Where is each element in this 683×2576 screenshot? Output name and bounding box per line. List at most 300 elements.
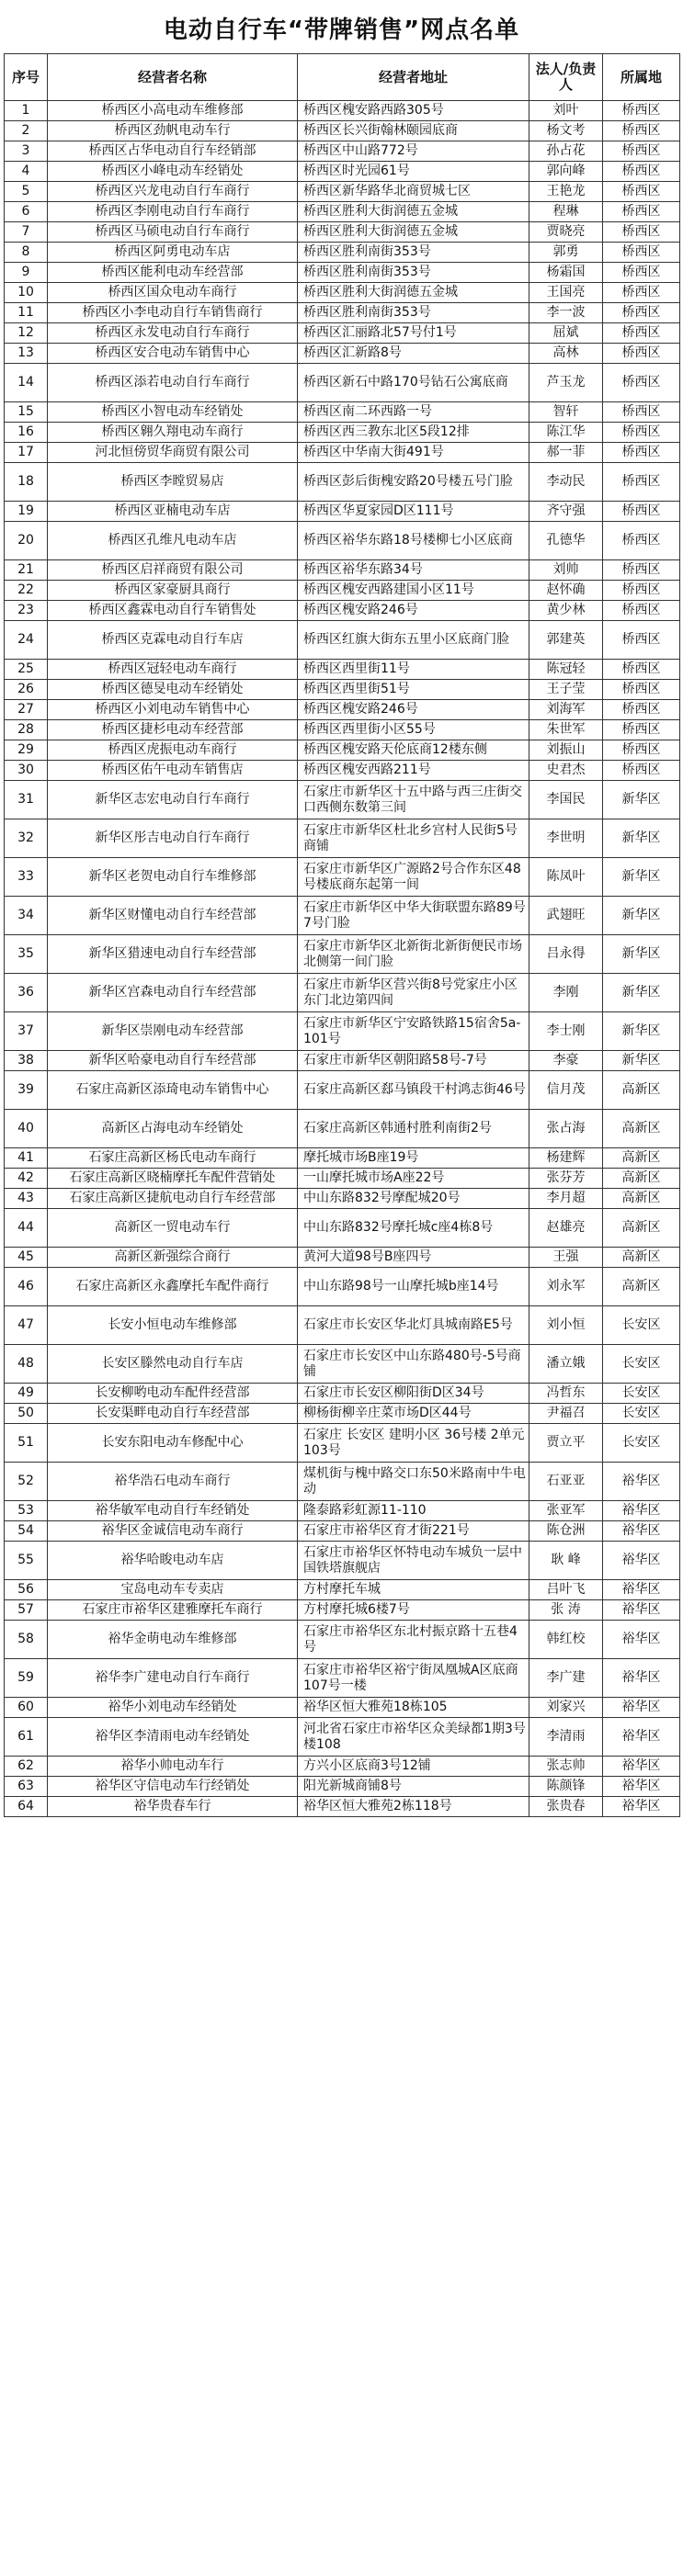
cell-person: 韩红校 <box>529 1621 603 1659</box>
cell-address: 石家庄高新区韩通村胜利南街2号 <box>298 1110 529 1148</box>
table-row <box>5 1148 680 1169</box>
cell-district: 新华区 <box>603 819 680 858</box>
cell-name: 石家庄市裕华区建雅摩托车商行 <box>48 1600 298 1621</box>
cell-district: 桥西区 <box>603 323 680 344</box>
cell-address: 桥西区西三教东北区5段12排 <box>298 423 529 443</box>
cell-person: 朱世军 <box>529 720 603 740</box>
cell-address: 桥西区中华南大街491号 <box>298 443 529 463</box>
cell-no: 36 <box>5 974 48 1012</box>
cell-address: 摩托城市场B座19号 <box>298 1148 529 1169</box>
cell-no: 24 <box>5 621 48 660</box>
cell-district: 桥西区 <box>603 502 680 522</box>
cell-address: 桥西区中山路772号 <box>298 141 529 162</box>
cell-name: 石家庄高新区捷航电动自行车经营部 <box>48 1189 298 1209</box>
cell-person: 李清雨 <box>529 1718 603 1757</box>
cell-no: 44 <box>5 1209 48 1248</box>
cell-district: 桥西区 <box>603 283 680 303</box>
cell-name: 新华区志宏电动自行车商行 <box>48 781 298 819</box>
cell-name: 石家庄高新区杨氏电动车商行 <box>48 1148 298 1169</box>
cell-name: 桥西区李刚电动自行车商行 <box>48 202 298 222</box>
cell-district: 裕华区 <box>603 1777 680 1797</box>
cell-no: 37 <box>5 1012 48 1051</box>
cell-person: 贾立平 <box>529 1424 603 1463</box>
cell-address: 石家庄市新华区广源路2号合作东区48号楼底商东起第一间 <box>298 858 529 897</box>
cell-district: 高新区 <box>603 1071 680 1110</box>
cell-address: 桥西区槐安路246号 <box>298 700 529 720</box>
cell-district: 桥西区 <box>603 720 680 740</box>
cell-name: 桥西区兴龙电动自行车商行 <box>48 182 298 202</box>
table-row <box>5 1580 680 1600</box>
cell-person: 贾晓亮 <box>529 222 603 243</box>
cell-no: 50 <box>5 1404 48 1424</box>
cell-address: 石家庄市新华区营兴街8号党家庄小区东门北边第四间 <box>298 974 529 1012</box>
cell-district: 长安区 <box>603 1306 680 1345</box>
cell-name: 桥西区添若电动自行车商行 <box>48 364 298 402</box>
cell-address: 桥西区南二环西路一号 <box>298 402 529 423</box>
cell-name: 裕华哈睃电动车店 <box>48 1542 298 1580</box>
cell-person: 陈仓洲 <box>529 1521 603 1542</box>
cell-address: 桥西区西里街51号 <box>298 680 529 700</box>
cell-name: 桥西区永发电动自行车商行 <box>48 323 298 344</box>
cell-address: 黄河大道98号B座四号 <box>298 1248 529 1268</box>
cell-person: 芦玉龙 <box>529 364 603 402</box>
cell-person: 屈斌 <box>529 323 603 344</box>
cell-district: 桥西区 <box>603 222 680 243</box>
cell-no: 45 <box>5 1248 48 1268</box>
cell-person: 赵怀确 <box>529 581 603 601</box>
cell-address: 煤机街与槐中路交口东50米路南中牛电动 <box>298 1463 529 1501</box>
cell-person: 李一波 <box>529 303 603 323</box>
cell-person: 孙占花 <box>529 141 603 162</box>
cell-address: 桥西区新石中路170号钻石公寓底商 <box>298 364 529 402</box>
cell-no: 55 <box>5 1542 48 1580</box>
table-row <box>5 1797 680 1817</box>
cell-address: 桥西区裕华东路34号 <box>298 560 529 581</box>
cell-name: 长安区滕然电动自行车店 <box>48 1345 298 1384</box>
cell-district: 新华区 <box>603 1051 680 1071</box>
cell-no: 52 <box>5 1463 48 1501</box>
cell-person: 郝一菲 <box>529 443 603 463</box>
cell-name: 新华区财懂电动自行车经营部 <box>48 897 298 935</box>
cell-no: 39 <box>5 1071 48 1110</box>
cell-district: 桥西区 <box>603 581 680 601</box>
cell-district: 裕华区 <box>603 1521 680 1542</box>
cell-address: 石家庄市长安区柳阳街D区34号 <box>298 1384 529 1404</box>
cell-address: 桥西区胜利南街353号 <box>298 303 529 323</box>
cell-person: 李国民 <box>529 781 603 819</box>
header-district: 所属地 <box>603 54 680 101</box>
table-row <box>5 1012 680 1051</box>
cell-no: 57 <box>5 1600 48 1621</box>
cell-district: 高新区 <box>603 1148 680 1169</box>
cell-district: 桥西区 <box>603 121 680 141</box>
cell-person: 石亚亚 <box>529 1463 603 1501</box>
cell-name: 新华区猎速电动自行车经营部 <box>48 935 298 974</box>
cell-person: 张亚军 <box>529 1501 603 1521</box>
cell-name: 裕华金萌电动车维修部 <box>48 1621 298 1659</box>
cell-no: 48 <box>5 1345 48 1384</box>
header-name: 经营者名称 <box>48 54 298 101</box>
cell-name: 石家庄高新区晓楠摩托车配件营销处 <box>48 1169 298 1189</box>
table-row <box>5 243 680 263</box>
table-row <box>5 1542 680 1580</box>
cell-no: 42 <box>5 1169 48 1189</box>
cell-address: 桥西区槐安路西路305号 <box>298 101 529 121</box>
cell-no: 22 <box>5 581 48 601</box>
cell-name: 石家庄高新区永鑫摩托车配件商行 <box>48 1268 298 1306</box>
cell-person: 郭向峰 <box>529 162 603 182</box>
cell-no: 29 <box>5 740 48 761</box>
cell-name: 桥西区小李电动自行车销售商行 <box>48 303 298 323</box>
cell-no: 1 <box>5 101 48 121</box>
cell-no: 32 <box>5 819 48 858</box>
cell-no: 41 <box>5 1148 48 1169</box>
cell-address: 石家庄市裕华区怀特电动车城负一层中国铁塔旗舰店 <box>298 1542 529 1580</box>
cell-district: 高新区 <box>603 1169 680 1189</box>
table-row <box>5 303 680 323</box>
cell-district: 新华区 <box>603 897 680 935</box>
cell-district: 裕华区 <box>603 1501 680 1521</box>
table-row <box>5 581 680 601</box>
cell-person: 王国亮 <box>529 283 603 303</box>
cell-no: 17 <box>5 443 48 463</box>
cell-no: 26 <box>5 680 48 700</box>
table-row <box>5 423 680 443</box>
cell-district: 桥西区 <box>603 601 680 621</box>
cell-no: 13 <box>5 344 48 364</box>
table-row <box>5 502 680 522</box>
cell-no: 40 <box>5 1110 48 1148</box>
cell-name: 桥西区能利电动车经营部 <box>48 263 298 283</box>
cell-district: 桥西区 <box>603 560 680 581</box>
cell-no: 9 <box>5 263 48 283</box>
table-row <box>5 364 680 402</box>
cell-no: 14 <box>5 364 48 402</box>
cell-no: 51 <box>5 1424 48 1463</box>
table-row <box>5 141 680 162</box>
table-row <box>5 1110 680 1148</box>
cell-name: 桥西区孔维凡电动车店 <box>48 522 298 560</box>
cell-name: 高新区新强综合商行 <box>48 1248 298 1268</box>
cell-address: 石家庄 长安区 建明小区 36号楼 2单元 103号 <box>298 1424 529 1463</box>
cell-name: 宝岛电动车专卖店 <box>48 1580 298 1600</box>
cell-person: 信月茂 <box>529 1071 603 1110</box>
cell-person: 潘立娥 <box>529 1345 603 1384</box>
table-row <box>5 182 680 202</box>
table-row <box>5 1698 680 1718</box>
cell-name: 桥西区安合电动车销售中心 <box>48 344 298 364</box>
cell-name: 桥西区佑午电动车销售店 <box>48 761 298 781</box>
cell-person: 陈颜锋 <box>529 1777 603 1797</box>
cell-no: 27 <box>5 700 48 720</box>
cell-person: 李动民 <box>529 463 603 502</box>
table-row <box>5 121 680 141</box>
cell-person: 刘叶 <box>529 101 603 121</box>
table-row <box>5 560 680 581</box>
cell-no: 34 <box>5 897 48 935</box>
cell-address: 一山摩托城市场A座22号 <box>298 1169 529 1189</box>
table-row <box>5 601 680 621</box>
cell-district: 裕华区 <box>603 1757 680 1777</box>
cell-person: 刘家兴 <box>529 1698 603 1718</box>
cell-person: 智轩 <box>529 402 603 423</box>
cell-address: 桥西区胜利南街353号 <box>298 243 529 263</box>
cell-district: 桥西区 <box>603 522 680 560</box>
table-body <box>5 101 680 1817</box>
document-title: 电动自行车“带牌销售”网点名单 <box>163 17 520 44</box>
cell-person: 吕叶飞 <box>529 1580 603 1600</box>
table-row <box>5 1268 680 1306</box>
cell-person: 吕永得 <box>529 935 603 974</box>
table-row <box>5 522 680 560</box>
cell-name: 桥西区捷杉电动车经营部 <box>48 720 298 740</box>
table-row <box>5 1051 680 1071</box>
cell-address: 方兴小区底商3号12铺 <box>298 1757 529 1777</box>
cell-no: 35 <box>5 935 48 974</box>
cell-address: 石家庄市新华区十五中路与西三庄街交口西侧东数第三间 <box>298 781 529 819</box>
table-row <box>5 1424 680 1463</box>
cell-no: 46 <box>5 1268 48 1306</box>
cell-person: 刘振山 <box>529 740 603 761</box>
cell-no: 19 <box>5 502 48 522</box>
cell-person: 张贵春 <box>529 1797 603 1817</box>
cell-no: 16 <box>5 423 48 443</box>
cell-address: 桥西区长兴街翰林颐园底商 <box>298 121 529 141</box>
cell-district: 裕华区 <box>603 1542 680 1580</box>
cell-no: 5 <box>5 182 48 202</box>
cell-person: 王子莹 <box>529 680 603 700</box>
cell-address: 桥西区时光园61号 <box>298 162 529 182</box>
cell-person: 齐守强 <box>529 502 603 522</box>
table-row <box>5 781 680 819</box>
cell-address: 桥西区槐安西路建国小区11号 <box>298 581 529 601</box>
cell-district: 裕华区 <box>603 1600 680 1621</box>
table-row <box>5 1306 680 1345</box>
cell-person: 耿 峰 <box>529 1542 603 1580</box>
cell-no: 20 <box>5 522 48 560</box>
cell-name: 桥西区马硕电动自行车商行 <box>48 222 298 243</box>
table-row <box>5 897 680 935</box>
table-row <box>5 263 680 283</box>
cell-address: 桥西区胜利大街润德五金城 <box>298 283 529 303</box>
cell-name: 裕华敏军电动自行车经销处 <box>48 1501 298 1521</box>
table-row <box>5 1248 680 1268</box>
cell-address: 石家庄高新区郄马镇段干村鸿志街46号 <box>298 1071 529 1110</box>
cell-address: 桥西区汇丽路北57号付1号 <box>298 323 529 344</box>
cell-district: 桥西区 <box>603 162 680 182</box>
cell-district: 桥西区 <box>603 443 680 463</box>
cell-name: 长安柳哟电动车配件经营部 <box>48 1384 298 1404</box>
cell-district: 新华区 <box>603 974 680 1012</box>
cell-district: 裕华区 <box>603 1718 680 1757</box>
table-row <box>5 283 680 303</box>
cell-district: 桥西区 <box>603 700 680 720</box>
cell-no: 12 <box>5 323 48 344</box>
cell-address: 桥西区裕华东路18号楼柳七小区底商 <box>298 522 529 560</box>
cell-district: 高新区 <box>603 1209 680 1248</box>
cell-address: 河北省石家庄市裕华区众美绿都1期3号楼108 <box>298 1718 529 1757</box>
cell-name: 新华区宫森电动自行车经营部 <box>48 974 298 1012</box>
cell-address: 柳杨街柳辛庄菜市场D区44号 <box>298 1404 529 1424</box>
table-row <box>5 1189 680 1209</box>
cell-no: 21 <box>5 560 48 581</box>
table-row <box>5 222 680 243</box>
cell-name: 石家庄高新区添琦电动车销售中心 <box>48 1071 298 1110</box>
cell-name: 裕华李广建电动自行车商行 <box>48 1659 298 1698</box>
cell-district: 高新区 <box>603 1248 680 1268</box>
cell-address: 桥西区彭后街槐安路20号楼五号门脸 <box>298 463 529 502</box>
table-row <box>5 344 680 364</box>
cell-person: 李豪 <box>529 1051 603 1071</box>
cell-address: 桥西区槐安西路211号 <box>298 761 529 781</box>
table-row <box>5 162 680 182</box>
table-row <box>5 1169 680 1189</box>
cell-address: 石家庄市新华区朝阳路58号-7号 <box>298 1051 529 1071</box>
table-row <box>5 1071 680 1110</box>
cell-person: 李士刚 <box>529 1012 603 1051</box>
table-row <box>5 1777 680 1797</box>
cell-address: 石家庄市新华区中华大街联盟东路89号7号门脸 <box>298 897 529 935</box>
table-row <box>5 700 680 720</box>
cell-name: 新华区老贺电动自行车维修部 <box>48 858 298 897</box>
header-no: 序号 <box>5 54 48 101</box>
cell-address: 桥西区槐安路246号 <box>298 601 529 621</box>
cell-district: 桥西区 <box>603 182 680 202</box>
cell-person: 张占海 <box>529 1110 603 1148</box>
cell-no: 49 <box>5 1384 48 1404</box>
cell-district: 新华区 <box>603 858 680 897</box>
table-row <box>5 1209 680 1248</box>
cell-district: 新华区 <box>603 935 680 974</box>
table-row <box>5 1521 680 1542</box>
cell-name: 裕华区守信电动车行经销处 <box>48 1777 298 1797</box>
cell-address: 阳光新城商铺8号 <box>298 1777 529 1797</box>
cell-no: 18 <box>5 463 48 502</box>
cell-no: 2 <box>5 121 48 141</box>
cell-district: 桥西区 <box>603 680 680 700</box>
cell-address: 桥西区西里街小区55号 <box>298 720 529 740</box>
cell-name: 裕华小帅电动车行 <box>48 1757 298 1777</box>
cell-name: 新华区彤吉电动自行车商行 <box>48 819 298 858</box>
cell-district: 桥西区 <box>603 463 680 502</box>
table-row <box>5 1621 680 1659</box>
cell-address: 裕华区恒大雅苑2栋118号 <box>298 1797 529 1817</box>
cell-person: 杨文考 <box>529 121 603 141</box>
cell-name: 桥西区虎振电动车商行 <box>48 740 298 761</box>
cell-district: 桥西区 <box>603 660 680 680</box>
cell-name: 桥西区劲帆电动车行 <box>48 121 298 141</box>
cell-name: 桥西区阿勇电动车店 <box>48 243 298 263</box>
cell-person: 史君杰 <box>529 761 603 781</box>
cell-no: 33 <box>5 858 48 897</box>
table-row <box>5 720 680 740</box>
header-person: 法人/负责人 <box>529 54 603 101</box>
cell-name: 桥西区鑫霖电动自行车销售处 <box>48 601 298 621</box>
cell-person: 赵雄亮 <box>529 1209 603 1248</box>
cell-district: 长安区 <box>603 1404 680 1424</box>
cell-no: 43 <box>5 1189 48 1209</box>
table-row <box>5 761 680 781</box>
cell-name: 裕华小刘电动车经销处 <box>48 1698 298 1718</box>
cell-district: 长安区 <box>603 1384 680 1404</box>
cell-district: 桥西区 <box>603 364 680 402</box>
cell-no: 58 <box>5 1621 48 1659</box>
cell-district: 新华区 <box>603 781 680 819</box>
cell-person: 武翅旺 <box>529 897 603 935</box>
cell-no: 62 <box>5 1757 48 1777</box>
cell-district: 高新区 <box>603 1110 680 1148</box>
cell-address: 方村摩托城6楼7号 <box>298 1600 529 1621</box>
cell-name: 新华区哈豪电动自行车经营部 <box>48 1051 298 1071</box>
cell-address: 桥西区新华路华北商贸城七区 <box>298 182 529 202</box>
cell-no: 30 <box>5 761 48 781</box>
cell-address: 中山东路98号一山摩托城b座14号 <box>298 1268 529 1306</box>
cell-person: 刘永军 <box>529 1268 603 1306</box>
cell-district: 桥西区 <box>603 423 680 443</box>
cell-name: 裕华区金诚信电动车商行 <box>48 1521 298 1542</box>
cell-district: 桥西区 <box>603 243 680 263</box>
cell-name: 长安东阳电动车修配中心 <box>48 1424 298 1463</box>
cell-name: 桥西区家豪厨具商行 <box>48 581 298 601</box>
table-row <box>5 1600 680 1621</box>
table-row <box>5 1757 680 1777</box>
cell-person: 张芬芳 <box>529 1169 603 1189</box>
cell-no: 6 <box>5 202 48 222</box>
cell-address: 桥西区槐安路天伦底商12楼东侧 <box>298 740 529 761</box>
cell-address: 石家庄市新华区北新街北新街便民市场北侧第一间门脸 <box>298 935 529 974</box>
cell-person: 刘帅 <box>529 560 603 581</box>
cell-district: 裕华区 <box>603 1659 680 1698</box>
cell-no: 60 <box>5 1698 48 1718</box>
cell-person: 冯哲东 <box>529 1384 603 1404</box>
cell-district: 桥西区 <box>603 303 680 323</box>
table-row <box>5 819 680 858</box>
cell-address: 方村摩托车城 <box>298 1580 529 1600</box>
cell-district: 桥西区 <box>603 740 680 761</box>
cell-address: 桥西区汇新路8号 <box>298 344 529 364</box>
cell-no: 25 <box>5 660 48 680</box>
cell-district: 桥西区 <box>603 101 680 121</box>
cell-no: 54 <box>5 1521 48 1542</box>
cell-name: 桥西区李瞠贸易店 <box>48 463 298 502</box>
cell-no: 7 <box>5 222 48 243</box>
cell-person: 李广建 <box>529 1659 603 1698</box>
cell-address: 裕华区恒大雅苑18栋105 <box>298 1698 529 1718</box>
cell-no: 53 <box>5 1501 48 1521</box>
cell-district: 桥西区 <box>603 761 680 781</box>
cell-name: 河北恒傍贸华商贸有限公司 <box>48 443 298 463</box>
table-row <box>5 1501 680 1521</box>
cell-name: 桥西区启祥商贸有限公司 <box>48 560 298 581</box>
cell-name: 桥西区占华电动自行车经销部 <box>48 141 298 162</box>
cell-person: 孔德华 <box>529 522 603 560</box>
cell-name: 桥西区翱久翔电动车商行 <box>48 423 298 443</box>
cell-person: 李月超 <box>529 1189 603 1209</box>
cell-no: 10 <box>5 283 48 303</box>
cell-name: 桥西区国众电动车商行 <box>48 283 298 303</box>
cell-no: 31 <box>5 781 48 819</box>
cell-no: 64 <box>5 1797 48 1817</box>
cell-name: 桥西区小高电动车维修部 <box>48 101 298 121</box>
table-row <box>5 1463 680 1501</box>
cell-address: 中山东路832号摩配城20号 <box>298 1189 529 1209</box>
cell-district: 裕华区 <box>603 1797 680 1817</box>
cell-district: 裕华区 <box>603 1463 680 1501</box>
table-row <box>5 1384 680 1404</box>
cell-name: 桥西区小智电动车经销处 <box>48 402 298 423</box>
cell-district: 长安区 <box>603 1424 680 1463</box>
cell-district: 桥西区 <box>603 141 680 162</box>
